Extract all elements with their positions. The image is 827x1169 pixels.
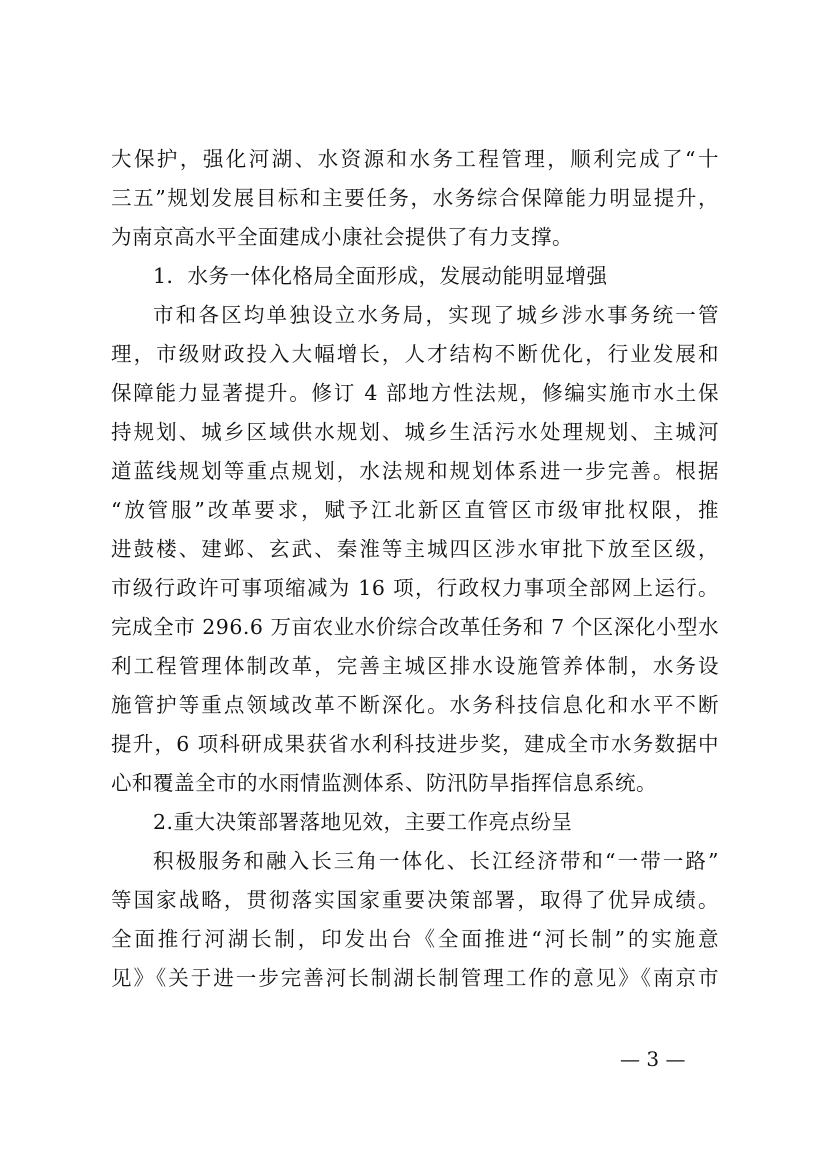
text-line: 保障能力显著提升。修订 4 部地方性法规，修编实施市水土保 bbox=[111, 381, 719, 405]
text-line: 等国家战略，贯彻落实国家重要决策部署，取得了优异成绩。 bbox=[111, 888, 719, 912]
section-heading-2: 2.重大决策部署落地见效，主要工作亮点纷呈 bbox=[153, 810, 573, 834]
text-line: 道蓝线规划等重点规划，水法规和规划体系进一步完善。根据 bbox=[111, 459, 719, 483]
text-line: 积极服务和融入长三角一体化、长江经济带和“一带一路” bbox=[153, 849, 719, 873]
body-text bbox=[111, 140, 719, 998]
page-number: — 3 — bbox=[620, 1047, 686, 1071]
text-line: 施管护等重点领域改革不断深化。水务科技信息化和水平不断 bbox=[111, 693, 719, 717]
text-line: 三五”规划发展目标和主要任务，水务综合保障能力明显提升， bbox=[111, 186, 719, 210]
text-line: 市级行政许可事项缩减为 16 项，行政权力事项全部网上运行。 bbox=[111, 576, 719, 600]
text-line: “放管服”改革要求，赋予江北新区直管区市级审批权限，推 bbox=[111, 498, 719, 522]
text-line: 市和各区均单独设立水务局，实现了城乡涉水事务统一管 bbox=[153, 303, 719, 327]
text-line: 持规划、城乡区域供水规划、城乡生活污水处理规划、主城河 bbox=[111, 420, 719, 444]
text-line: 提升，6 项科研成果获省水利科技进步奖，建成全市水务数据中 bbox=[111, 732, 719, 756]
text-line: 完成全市 296.6 万亩农业水价综合改革任务和 7 个区深化小型水 bbox=[111, 615, 719, 639]
text-line: 理，市级财政投入大幅增长，人才结构不断优化，行业发展和 bbox=[111, 342, 719, 366]
section-heading-1: 1．水务一体化格局全面形成，发展动能明显增强 bbox=[153, 264, 608, 288]
text-line: 进鼓楼、建邺、玄武、秦淮等主城四区涉水审批下放至区级， bbox=[111, 537, 719, 561]
text-line: 心和覆盖全市的水雨情监测体系、防汛防旱指挥信息系统。 bbox=[111, 771, 657, 795]
text-line: 为南京高水平全面建成小康社会提供了有力支撑。 bbox=[111, 225, 573, 249]
text-line: 全面推行河湖长制，印发出台《全面推进“河长制”的实施意 bbox=[111, 927, 719, 951]
text-line: 大保护，强化河湖、水资源和水务工程管理，顺利完成了“十 bbox=[111, 147, 719, 171]
text-line: 利工程管理体制改革，完善主城区排水设施管养体制，水务设 bbox=[111, 654, 719, 678]
text-line: 见》《关于进一步完善河长制湖长制管理工作的意见》《南京市 bbox=[111, 966, 719, 990]
